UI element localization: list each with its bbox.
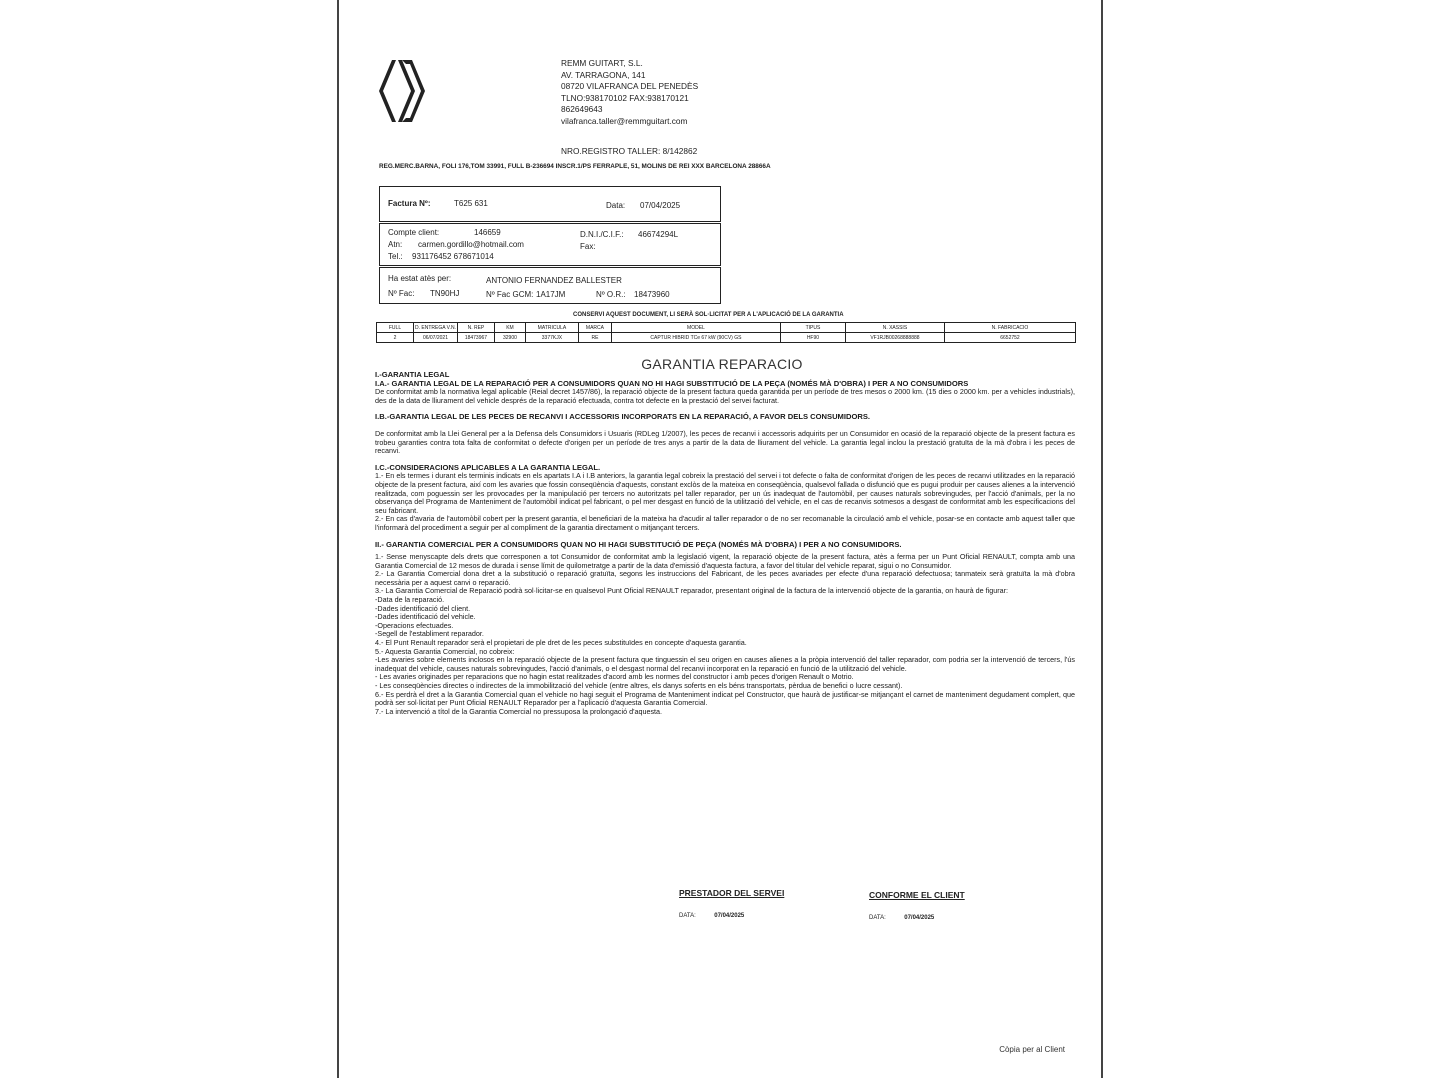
section-1c-p2: 2.- En cas d'avaria de l'automòbil cobert per la present garantia, el beneficiari de la mateixa ha d'acudir al taller reparador o de no ser recomanable la circulació amb el vehicle, posar-se en contacte amb aquest taller que l'informarà del procediment a seguir per al compliment de la garantia directament o mitjançant tercers. <box>375 514 1075 532</box>
estat-label: Ha estat atès per: <box>388 274 452 283</box>
company-info <box>561 58 698 128</box>
nor-label: Nº O.R.: <box>596 290 626 299</box>
prestador-signature <box>679 888 784 922</box>
factura-value: T625 631 <box>454 199 488 208</box>
copy-footer: Còpia per al Client <box>999 1045 1065 1054</box>
cell-entrega: 06/07/2021 <box>414 333 458 343</box>
data-label: Data: <box>606 201 626 210</box>
section-2-line: -Dades identificació del vehicle. <box>375 612 476 622</box>
section-2-line: 4.- El Punt Renault reparador serà el propietari de ple dret de les peces substituïdes en concepte d'aquesta garantia. <box>375 638 747 648</box>
nfac-label: Nº Fac: <box>388 289 415 298</box>
conforme-data-label: DATA: <box>869 915 886 921</box>
invoice-number-box <box>379 186 721 222</box>
company-phone2: 862649643 <box>561 104 603 115</box>
tel-value: 931176452 678671014 <box>412 252 494 261</box>
atn-label: Atn: <box>388 240 403 249</box>
company-address: AV. TARRAGONA, 141 <box>561 69 646 80</box>
col-tipus: TIPUS <box>780 323 845 333</box>
prestador-date: 07/04/2025 <box>714 913 745 919</box>
cell-fabricacio: 6652752 <box>944 333 1075 343</box>
vehicle-table-header <box>377 323 1076 333</box>
col-fabricacio: N. FABRICACIO <box>944 323 1075 333</box>
section-1c-p1: 1.- En els termes i durant els terminis indicats en els apartats I.A i I.B anteriors, la garantia legal cobreix la prestació del servei i tot defecte o falta de conformitat d'origen de les peces de recanvi utilitzades en la reparació objecte de la present factura, així com les avaries que fossin conseqüència d'aquests, constant exclòs de la mateixa en conseqüència, qualsevol fallada o disfunció que es pugui produir per causes alienes a la intervenció realitzada, com poguessin ser les provocades per la manipulació per tercers no autoritzats pel taller reparador, per un ús inadequat de l'automòbil, per causes naturals sobrevingudes, per l'acció d'animals, per la no observança del Programa de Manteniment de l'automòbil indicat pel fabricant, o pel mer desgast en funció de la utilització del vehicle, en el cas de recanvis sotmesos a desgast de conformitat amb les especificacions del seu fabricant. <box>375 471 1075 515</box>
company-email: vilafranca.taller@remmguitart.com <box>561 115 688 126</box>
cell-matricula: 3377KJX <box>525 333 578 343</box>
registre-mercantil: REG.MERC.BARNA, FOLI 176,TOM 33991, FULL B-236694 INSCR.1/PS FERRAPLE, 51, MOLINS DE REI XXX BARCELONA 28866A <box>379 163 771 170</box>
cell-xassis: VF1RJB00268888888 <box>845 333 944 343</box>
nfac-gcm-value: 1A17JM <box>536 290 566 299</box>
section-2-line: 5.- Aquesta Garantia Comercial, no cobreix: <box>375 646 515 656</box>
tel-label: Tel.: <box>388 252 403 261</box>
section-2-line: -Dades identificació del client. <box>375 603 471 613</box>
section-1a-text: De conformitat amb la normativa legal aplicable (Reial decret 1457/86), la reparació objecte de la present factura queda garantida per un període de tres mesos o 2000 km. (15 dies o 2000 km. per a vehicles industrials), des de la data de lliurament del vehicle després de la reparació efectuada, contra tot defecte en la prestació del servei facturat. <box>375 387 1075 405</box>
section-2-line: - Les conseqüències directes o indirectes de la immobilització del vehicle (entre altres, els danys soferts en els béns transportats, pèrdua de benefici o lucre cessant). <box>375 681 903 690</box>
client-box <box>379 223 721 266</box>
attended-box <box>379 267 721 304</box>
data-value: 07/04/2025 <box>640 201 681 210</box>
section-1b-title: I.B.-GARANTIA LEGAL DE LES PECES DE RECANVI I ACCESSORIS INCORPORATS EN LA REPARACIÓ, A FAVOR DELS CONSUMIDORS. <box>375 412 871 422</box>
nro-registro: NRO.REGISTRO TALLER: 8/142862 <box>561 146 698 156</box>
section-2-line: -Les avaries sobre elements inclosos en la reparació objecte de la present factura que tinguessin el seu origen en causes alienes a la pròpia intervenció del taller reparador, com podria ser la intervenció de tercers, l'ús inadequat del vehicle, causes naturals sobrevingudes, l'acció d'animals, o el desgast normal del recanvi incorporat en la reparació en funció de la utilització del vehicle. <box>375 655 1075 673</box>
section-2-line: - Les avaries originades per reparacions que no hagin estat realitzades d'acord amb les normes del constructor i amb peces d'origen Renault o Motrio. <box>375 672 854 682</box>
dni-value: 46674294L <box>638 230 679 239</box>
section-2-title: II.- GARANTIA COMERCIAL PER A CONSUMIDORS QUAN NO HI HAGI SUBSTITUCIÓ DE PEÇA (NOMÉS MÀ D'OBRA) I PER A NO CONSUMIDORS. <box>375 539 902 549</box>
section-1c-title: I.C.-CONSIDERACIONS APLICABLES A LA GARANTIA LEGAL. <box>375 462 601 472</box>
cell-model: CAPTUR HIBRID TCe 67 kW (90CV) GS <box>611 333 780 343</box>
factura-label: Factura Nº: <box>388 199 431 208</box>
section-1a-title: I.A.- GARANTIA LEGAL DE LA REPARACIÓ PER A CONSUMIDORS QUAN NO HI HAGI SUBSTITUCIÓ DE LA PEÇA (NOMÉS MÀ D'OBRA) I PER A NO CONSUMIDORS <box>375 378 969 388</box>
cell-rep: 18473967 <box>457 333 494 343</box>
nor-value: 18473960 <box>634 290 670 299</box>
section-1b-text: De conformitat amb la Llei General per a la Defensa dels Consumidors i Usuaris (RDLeg 1/2007), les peces de recanvi i accessoris adquirits per un Consumidor en ocasió de la reparació objecte de la present factura es trobeu garanties contra tota falta de conformitat o defecte d'origen per un període de tres anys a partir de la data de lliurament del vehicle. La garantia legal inclou la prestació gratuïta de la mà d'obra i les peces de recanvi. <box>375 428 1075 456</box>
company-phones: TLNO:938170102 FAX:938170121 <box>561 92 689 103</box>
section-2-lines <box>375 553 1075 716</box>
col-full: FULL <box>377 323 414 333</box>
col-matricula: MATRICULA <box>525 323 578 333</box>
vehicle-table <box>376 322 1076 343</box>
fax-label: Fax: <box>580 242 596 251</box>
col-model: MODEL <box>611 323 780 333</box>
section-2-line: 6.- Es perdrà el dret a la Garantia Comercial quan el vehicle no hagi seguit el Programa de Manteniment indicat pel Constructor, que haurà de justificar-se mitjançant el carnet de manteniment degudament complert, que podrà ser sol·licitat per Punt Oficial RENAULT Reparador per a l'aplicació d'aquesta Garantia Comercial. <box>375 689 1075 708</box>
estat-value: ANTONIO FERNANDEZ BALLESTER <box>486 276 622 285</box>
cell-tipus: HF90 <box>780 333 845 343</box>
conforme-signature <box>869 890 965 924</box>
section-2-line: 7.- La intervenció a títol de la Garantia Comercial no pressuposa la prolongació d'aquesta. <box>375 706 663 716</box>
renault-diamond-logo <box>377 58 427 124</box>
consent-notice: CONSERVI AQUEST DOCUMENT, LI SERÀ SOL·LICITAT PER A L'APLICACIÓ DE LA GARANTIA <box>573 312 844 318</box>
col-entrega: D. ENTREGA V.N. <box>415 324 456 331</box>
company-name: REMM GUITART, S.L. <box>561 58 643 68</box>
section-2-line: 2.- La Garantia Comercial dona dret a la substitució o reparació gratuïta, segons les instruccions del Fabricant, de les peces avariades per efecte d'una reparació defectuosa; tanmateix serà gratuïta la mà d'obra necessària per a aquest canvi o reparació. <box>375 569 1075 587</box>
client-email: carmen.gordillo@hotmail.com <box>418 240 524 249</box>
nfac-value: TN90HJ <box>430 289 460 298</box>
col-rep: N. REP <box>457 323 494 333</box>
prestador-data-label: DATA: <box>679 913 696 919</box>
warranty-text <box>375 371 1075 716</box>
conforme-label: CONFORME EL CLIENT <box>869 890 965 900</box>
conforme-date: 07/04/2025 <box>904 915 935 921</box>
section-2-line: 1.- Sense menyscapte dels drets que corresponen a tot Consumidor de conformitat amb la legislació vigent, la reparació objecte de la present factura, atès a ferma per un Punt Oficial RENAULT, compta amb una Garantia Comercial de 12 mesos de durada i sense límit de quilometratge a partir de la data d'emissió d'aquesta factura, a favor del titular del vehicle reparat, sigui o no Consumidor. <box>375 552 1075 570</box>
section-2-line: -Segell de l'establiment reparador. <box>375 629 484 639</box>
cell-full: 2 <box>377 333 414 343</box>
compte-label: Compte client: <box>388 228 440 237</box>
company-city: 08720 VILAFRANCA DEL PENEDÈS <box>561 81 699 92</box>
vehicle-table-row <box>377 333 1076 343</box>
nfac-gcm-label: Nº Fac GCM: <box>486 290 534 299</box>
section-2-line: 3.- La Garantia Comercial de Reparació podrà sol·licitar-se en qualsevol Punt Oficial RENAULT reparador, presentant original de la factura de la intervenció objecte de la garantia, on haurà de figurar: <box>375 586 1008 596</box>
compte-value: 146659 <box>474 228 501 237</box>
cell-km: 32900 <box>494 333 525 343</box>
dni-label: D.N.I./C.I.F.: <box>580 230 624 239</box>
cell-marca: RE <box>578 333 611 343</box>
section-2-line: -Operacions efectuades. <box>375 620 454 630</box>
prestador-label: PRESTADOR DEL SERVEI <box>679 888 785 898</box>
col-marca: MARCA <box>578 323 611 333</box>
document-page <box>337 0 1103 1078</box>
section-2-line: -Data de la reparació. <box>375 595 445 605</box>
document-title: GARANTIA REPARACIO <box>641 356 803 372</box>
section-legal-title: I.-GARANTIA LEGAL <box>375 370 450 379</box>
col-km: KM <box>494 323 525 333</box>
col-xassis: N. XASSIS <box>845 323 944 333</box>
